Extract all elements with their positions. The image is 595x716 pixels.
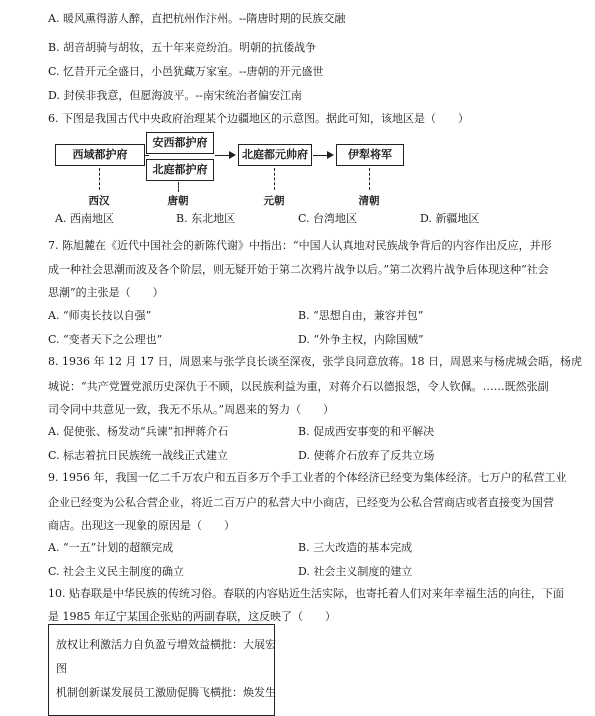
q6-option-b: B. 东北地区 bbox=[176, 212, 236, 225]
era-label: 清朝 bbox=[358, 195, 380, 207]
q6-option-a: A. 西南地区 bbox=[55, 212, 114, 225]
q9-option-c: C. 社会主义民主制度的确立 bbox=[48, 565, 185, 578]
option-c: C. 忆昔开元全盛日，小邑犹藏万家室。--唐朝的开元盛世 bbox=[48, 65, 324, 78]
q7-option-b: B. “思想自由，兼容并包” bbox=[298, 309, 424, 322]
q9-option-d: D. 社会主义制度的建立 bbox=[298, 565, 413, 578]
option-b: B. 胡音胡骑与胡妆，五十年来竞纷泊。明朝的抗倭战争 bbox=[48, 41, 317, 54]
q7-option-d: D. “外争主权，内除国贼” bbox=[298, 333, 424, 346]
q10-line: 10. 贴春联是中华民族的传统习俗。春联的内容贴近生活实际，也寄托着人们对来年幸福生活的向往，下面 bbox=[48, 587, 564, 600]
q9-line: 商店。出现这一现象的原因是（ ） bbox=[48, 519, 235, 532]
connector-line bbox=[215, 155, 229, 156]
box-xiyu: 西域都护府 bbox=[55, 144, 145, 166]
dashed-line bbox=[274, 168, 275, 190]
dashed-line bbox=[99, 168, 100, 190]
couplet-line: 放权让利激活力自负盈亏增效益横批：大展宏 bbox=[56, 638, 276, 651]
option-d: D. 封侯非我意，但愿海波平。--南宋统治者偏安江南 bbox=[48, 89, 302, 102]
couplet-line: 机制创新谋发展员工激励促腾飞横批：焕发生 bbox=[56, 686, 276, 699]
q7-line: 成一种社会思潮而波及各个阶层，则无疑开始于第二次鸦片战争以后。”第二次鸦片战争后体现这种“社会 bbox=[48, 263, 549, 276]
q7-line: 7. 陈旭麓在《近代中国社会的新陈代谢》中指出：“中国人认真地对民族战争背后的内容作出反应，并形 bbox=[48, 239, 552, 252]
q8-line: 城说：“共产党置党派历史深仇于不顾，以民族利益为重，对蒋介石以德报怨，令人钦佩。……既然张副 bbox=[48, 380, 549, 393]
q6-option-d: D. 新疆地区 bbox=[420, 212, 480, 225]
connector-line bbox=[145, 155, 149, 156]
box-yili: 伊犁将军 bbox=[336, 144, 404, 166]
q9-line: 9. 1956 年，我国一亿二千万农户和五百多万个手工业者的个体经济已经变为集体经济。七万户的私营工业 bbox=[48, 471, 567, 484]
q8-option-a: A. 促使张、杨发动“兵谏”扣押蒋介石 bbox=[48, 425, 229, 438]
q7-option-a: A. “师夷长技以自强” bbox=[48, 309, 152, 322]
q8-option-d: D. 使蒋介石放弃了反共立场 bbox=[298, 449, 435, 462]
q7-option-c: C. “变者天下之公理也” bbox=[48, 333, 163, 346]
q8-option-b: B. 促成西安事变的和平解决 bbox=[298, 425, 435, 438]
box-beiting: 北庭都护府 bbox=[146, 159, 214, 181]
q9-option-b: B. 三大改造的基本完成 bbox=[298, 541, 413, 554]
era-label: 唐朝 bbox=[167, 195, 189, 207]
connector-line bbox=[313, 155, 327, 156]
option-a: A. 暖风熏得游人醉，直把杭州作汴州。--隋唐时期的民族交融 bbox=[48, 12, 346, 25]
box-yuanshuai: 北庭都元帅府 bbox=[238, 144, 312, 166]
arrow-right-icon bbox=[229, 151, 236, 159]
q8-line: 司令同中共意见一致，我无不乐从。”周恩来的努力（ ） bbox=[48, 403, 335, 416]
q10-line: 是 1985 年辽宁某国企张贴的两副春联，这反映了（ ） bbox=[48, 610, 336, 623]
q8-line: 8. 1936 年 12 月 17 日，周恩来与张学良长谈至深夜，张学良同意放蒋。18 日，周恩来与杨虎城会晤，杨虎 bbox=[48, 355, 582, 368]
arrow-right-icon bbox=[327, 151, 334, 159]
q6-option-c: C. 台湾地区 bbox=[298, 212, 358, 225]
dashed-line bbox=[178, 182, 179, 192]
q8-option-c: C. 标志着抗日民族统一战线正式建立 bbox=[48, 449, 229, 462]
q9-option-a: A. “一五”计划的超额完成 bbox=[48, 541, 174, 554]
q9-line: 企业已经变为公私合营企业，将近二百万户的私营大中小商店，已经变为公私合营商店或者直接变为国营 bbox=[48, 496, 554, 509]
q6-stem: 6. 下图是我国古代中央政府治理某个边疆地区的示意图。据此可知，该地区是（ ） bbox=[48, 112, 469, 125]
couplet-line: 图 bbox=[56, 662, 67, 675]
q7-line: 思潮”的主张是（ ） bbox=[48, 286, 164, 299]
box-anxi: 安西都护府 bbox=[146, 132, 214, 154]
dashed-line bbox=[369, 168, 370, 190]
era-label: 西汉 bbox=[88, 195, 110, 207]
era-label: 元朝 bbox=[263, 195, 285, 207]
